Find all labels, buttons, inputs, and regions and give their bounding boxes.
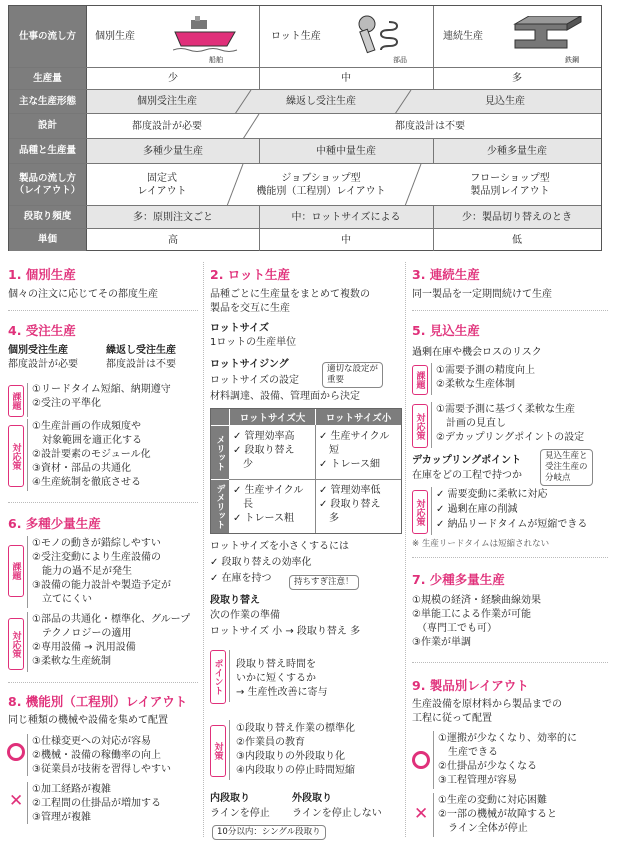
list-item: ②仕掛品が少なくなる	[438, 761, 537, 772]
s2-small: ロットサイズを小さくするには	[210, 541, 349, 552]
section-title-5: 5. 見込生産	[412, 323, 480, 338]
list-item: ③工程管理が容易	[438, 775, 517, 786]
s2-outer-desc: ラインを停止しない	[292, 808, 382, 819]
cell: 都度設計が必要	[132, 120, 202, 132]
s2-outer-heading: 外段取り	[292, 793, 332, 804]
s4-d1: 都度設計が必要	[8, 359, 78, 370]
comparison-table	[8, 5, 602, 251]
callout-bubble: 見込生産と 受注生産の 分岐点	[540, 449, 593, 486]
list-item: ②受注変動により生産設備の	[32, 552, 161, 563]
row-header: 仕事の流し方	[9, 6, 87, 67]
callout-bubble: 持ちすぎ注意！	[289, 575, 359, 590]
row-header: 品種と生産量	[9, 139, 87, 163]
cell: 多種少量生産	[143, 145, 203, 157]
s1-body: 個々の注文に応じてその都度生産	[8, 289, 158, 300]
row-header: 生産量	[9, 68, 87, 89]
list-item: 計画の見直し	[436, 418, 506, 429]
cell: 高	[168, 234, 178, 246]
s2-inner-desc: ラインを停止	[210, 808, 270, 819]
list-item: ③設備の能力設計や製造予定が	[32, 580, 171, 591]
s2-setup-heading: 段取り替え	[210, 595, 260, 606]
lot-cell: 長	[233, 499, 253, 510]
list-item: ③管理が複雑	[32, 812, 91, 823]
section-title-6: 6. 多種少量生産	[8, 516, 101, 531]
cell: ジョブショップ型 機能別（工程別）レイアウト	[256, 172, 386, 197]
cell: 中	[341, 234, 351, 246]
s2-inner-heading: 内段取り	[210, 793, 250, 804]
section-title-9: 9. 製品別レイアウト	[412, 678, 529, 693]
section-title-4: 4. 受注生産	[8, 323, 76, 338]
ship-caption: 船舶	[209, 56, 223, 64]
list-item: ②受注の平準化	[32, 398, 101, 409]
lot-cell: ✓ 管理効率高	[233, 431, 295, 442]
list-item: ③内段取りの外段取り化	[236, 751, 345, 762]
s4-d2: 都度設計は不要	[106, 359, 176, 370]
s2-setup-desc: 次の作業の準備	[210, 610, 280, 621]
tag-measure: 対応策	[412, 490, 428, 534]
table-row	[9, 164, 601, 206]
list-item: ①運搬が少なくなり、効率的に	[438, 733, 577, 744]
list-item: ②専用設備 → 汎用設備	[32, 642, 136, 653]
list-item: ②柔軟な生産体制	[436, 379, 515, 390]
list-item: ①生産の変動に対応困難	[438, 795, 547, 806]
ship-icon	[173, 16, 239, 54]
table-row	[9, 139, 601, 164]
list-item: ②工程間の仕掛品が増加する	[32, 798, 161, 809]
list-item: ②設計要素のモジュール化	[32, 449, 151, 460]
list-item: ①生産計画の作成頻度や	[32, 421, 141, 432]
cell: 見込生産	[485, 96, 525, 107]
cell: 低	[512, 234, 522, 246]
callout-bubble: 10分以内：シングル段取り	[212, 825, 326, 840]
s2-lotsizing-desc2: 材料調達、設備、管理面から決定	[210, 391, 360, 402]
list-item: 段取り替え時間を	[236, 659, 316, 670]
list-item: ①需要予測に基づく柔軟な生産	[436, 404, 575, 415]
tag-point: ポイント	[210, 650, 226, 704]
s9-body: 工程に従って配置	[412, 713, 492, 724]
list-item: ①仕様変更への対応が容易	[32, 736, 151, 747]
section-title-1: 1. 個別生産	[8, 267, 76, 282]
cell-continuous: 連続生産	[443, 31, 483, 42]
list-item: ✓ 過剰在庫の削減	[436, 504, 518, 515]
list-item: ③柔軟な生産統制	[32, 656, 111, 667]
section-title-8: 8. 機能別（工程別）レイアウト	[8, 694, 188, 709]
lot-cell: ✓ 段取り替え	[233, 445, 295, 456]
cross-icon: ✕	[414, 804, 429, 824]
parts-icon	[349, 14, 419, 56]
lot-cell: ✓ 段取り替え	[319, 499, 381, 510]
lot-cell: ✓ 生産サイクル	[319, 431, 390, 442]
s2-lotsize-heading: ロットサイズ	[210, 323, 269, 334]
row-header: 段取り頻度	[9, 206, 87, 228]
list-item: ①加工経路が複雑	[32, 784, 111, 795]
cell: 少：製品切り替えのとき	[462, 211, 572, 223]
s5-body: 過剰在庫や機会ロスのリスク	[412, 347, 542, 358]
list-item: ✓ 段取り替えの効率化	[210, 557, 312, 568]
tag-issue: 課題	[8, 545, 24, 597]
s2-lotsizing-desc: ロットサイズの設定	[210, 375, 299, 386]
cell: 多：原則注文ごと	[133, 211, 213, 223]
lot-col-small: ロットサイズ小	[316, 409, 401, 425]
cell: 少種多量生産	[487, 145, 547, 157]
s2-body: 品種ごとに生産量をまとめて複数の	[210, 289, 370, 300]
list-item: ②一部の機械が故障すると	[438, 809, 557, 820]
s5-note: ※ 生産リードタイムは短縮されない	[412, 539, 550, 549]
steel-caption: 鉄鋼	[565, 56, 579, 64]
tag-measure: 対応策	[412, 404, 428, 448]
s5-dp-desc: 在庫をどの工程で持つか	[412, 470, 522, 481]
list-item: ①モノの動きが錯綜しやすい	[32, 538, 161, 549]
table-row	[9, 90, 601, 114]
lot-cell: ✓ トレース細	[319, 459, 381, 470]
circle-icon	[7, 743, 25, 761]
table-row	[9, 229, 601, 251]
cell: 都度設計は不要	[395, 120, 465, 132]
list-item: 能力の過不足が発生	[32, 566, 132, 577]
cross-icon: ✕	[9, 791, 24, 811]
lot-row-demerit: デメリット	[211, 480, 229, 533]
list-item: → 生産性改善に寄与	[236, 687, 328, 698]
list-item: ①段取り替え作業の標準化	[236, 723, 355, 734]
list-item: いかに短くするか	[236, 673, 316, 684]
parts-caption: 部品	[393, 56, 407, 64]
list-item: ②単能工による作業が可能	[412, 609, 531, 620]
s4-h2: 繰返し受注生産	[106, 345, 176, 356]
s4-h1: 個別受注生産	[8, 345, 68, 356]
cell: 繰返し受注生産	[286, 96, 356, 107]
lot-cell: ✓ トレース粗	[233, 513, 295, 524]
s9-body: 生産設備を原材料から製品までの	[412, 699, 562, 710]
s2-lotsizing-heading: ロットサイジング	[210, 359, 289, 370]
list-item: ①部品の共通化・標準化、グループ	[32, 614, 191, 625]
table-row	[9, 206, 601, 229]
row-header: 主な生産形態	[9, 90, 87, 113]
row-header: 設計	[9, 114, 87, 138]
tag-issue: 課題	[412, 365, 428, 395]
s2-lotsize-desc: 1ロットの生産単位	[210, 337, 297, 348]
list-item: ④生産統制を徹底させる	[32, 477, 141, 488]
steel-beam-icon	[511, 16, 585, 52]
table-row	[9, 68, 601, 90]
lot-col-large: ロットサイズ大	[230, 409, 315, 425]
row-header: 単価	[9, 229, 87, 251]
list-item: テクノロジーの適用	[32, 628, 132, 639]
section-title-7: 7. 少種多量生産	[412, 572, 505, 587]
cell: 中：ロットサイズによる	[291, 211, 401, 223]
list-item: ④内段取りの停止時間短縮	[236, 765, 355, 776]
section-title-3: 3. 連続生産	[412, 267, 480, 282]
cell: 個別受注生産	[137, 96, 197, 107]
cell: 固定式 レイアウト	[137, 172, 187, 197]
lot-row-merit: メリット	[211, 426, 229, 479]
s2-body: 製品を交互に生産	[210, 303, 290, 314]
section-title-2: 2. ロット生産	[210, 267, 291, 282]
list-item: 立てにくい	[32, 594, 92, 605]
cell: 多	[512, 73, 522, 84]
list-item: 生産できる	[438, 747, 498, 758]
list-item: ②デカップリングポイントの設定	[436, 432, 585, 443]
lot-cell: ✓ 管理効率低	[319, 485, 381, 496]
list-item: ライン全体が停止	[438, 823, 528, 834]
row-header: 製品の流し方 （レイアウト）	[9, 164, 87, 205]
lot-size-table	[210, 408, 402, 534]
list-item: ✓ 納品リードタイムが短縮できる	[436, 519, 588, 530]
table-row	[9, 6, 601, 68]
list-item: （専門工でも可）	[412, 623, 497, 634]
lot-cell: 少	[233, 459, 253, 470]
list-item: ✓ 需要変動に柔軟に対応	[436, 489, 548, 500]
lot-cell: ✓ 生産サイクル	[233, 485, 304, 496]
circle-icon	[412, 751, 430, 769]
tag-measure: 対策	[210, 725, 226, 777]
cell-lot: ロット生産	[271, 31, 321, 42]
cell: 中	[341, 73, 351, 84]
tag-measure: 対応策	[8, 425, 24, 487]
s3-body: 同一製品を一定期間続けて生産	[412, 289, 552, 300]
list-item: ③従業員が技術を習得しやすい	[32, 764, 171, 775]
list-item: ②機械・設備の稼働率の向上	[32, 750, 161, 761]
list-item: ②作業員の教育	[236, 737, 305, 748]
s5-dp-heading: デカップリングポイント	[412, 455, 522, 466]
list-item: ①規模の経済・経験曲線効果	[412, 595, 541, 606]
cell: 少	[168, 73, 178, 84]
list-item: ①需要予測の精度向上	[436, 365, 535, 376]
list-item: ✓ 在庫を持つ	[210, 573, 272, 584]
list-item: 対象範囲を適正化する	[32, 435, 142, 446]
lot-cell: 短	[319, 445, 339, 456]
tag-measure: 対応策	[8, 618, 24, 670]
s2-setup-desc2: ロットサイズ 小 → 段取り替え 多	[210, 626, 361, 637]
lot-cell: 多	[319, 513, 339, 524]
cell: 中種中量生産	[316, 145, 376, 157]
cell-individual: 個別生産	[95, 31, 135, 42]
table-row	[9, 114, 601, 139]
list-item: ①リードタイム短縮、納期遵守	[32, 384, 171, 395]
callout-bubble: 適切な設定が 重要	[322, 362, 383, 388]
list-item: ③資材・部品の共通化	[32, 463, 131, 474]
s8-body: 同じ種類の機械や設備を集めて配置	[8, 715, 168, 726]
list-item: ③作業が単調	[412, 637, 471, 648]
tag-issue: 課題	[8, 385, 24, 417]
cell: フローショップ型 製品別レイアウト	[470, 172, 550, 197]
